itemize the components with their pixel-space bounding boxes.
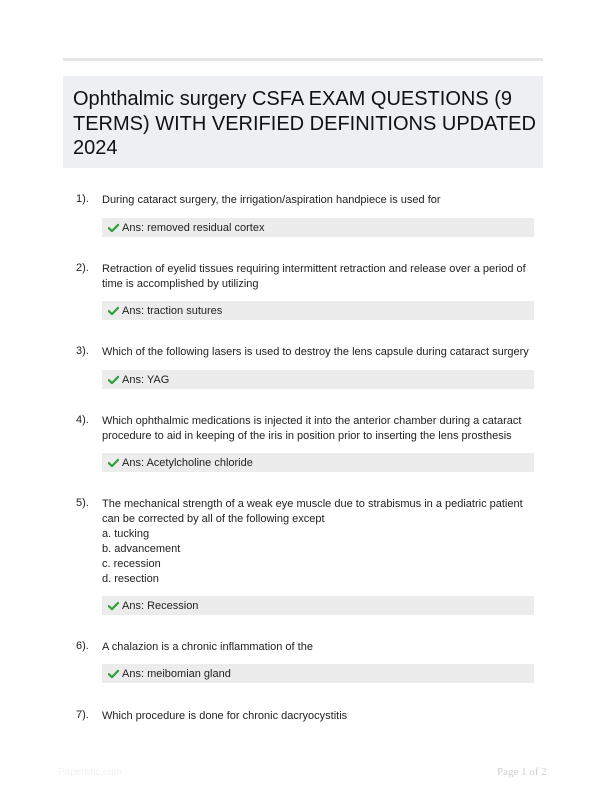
question-number: 3). [76,345,89,357]
question-text: Retraction of eyelid tissues requiring intermittent retraction and release over a period of time is accomplished by utilizing [102,263,526,290]
answer-box [102,596,534,615]
question-number: 7). [76,709,89,721]
question-block [102,497,542,587]
question-text: A chalazion is a chronic inflammation of the [102,641,313,653]
check-icon [108,601,119,611]
option-item: d. resection [102,573,159,585]
check-icon [108,458,119,468]
question-text: The mechanical strength of a weak eye muscle due to strabismus in a pediatric patient can be corrected by all of the following except [102,498,523,525]
option-item: a. tucking [102,528,150,540]
question-text: Which procedure is done for chronic dacryocystitis [102,710,348,722]
question-number: 6). [76,640,89,652]
answer-box [102,664,534,683]
check-icon [108,375,119,385]
answer-box [102,301,534,320]
check-icon [108,306,119,316]
option-item: b. advancement [102,543,181,555]
document-title: Ophthalmic surgery CSFA EXAM QUESTIONS (9 TERMS) WITH VERIFIED DEFINITIONS UPDATED 2024 [73,88,536,159]
question-text: Which ophthalmic medications is injected it into the anterior chamber during a cataract procedure to aid in keeping of the iris in position prior to inserting the lens prosthesis [102,415,522,442]
question-text: During cataract surgery, the irrigation/aspiration handpiece is used for [102,194,441,206]
question-number: 1). [76,193,89,205]
answer-text: Ans: removed residual cortex [122,221,265,234]
question-number: 4). [76,414,89,426]
answer-box [102,218,534,237]
answer-box [102,370,534,389]
top-divider [63,58,543,61]
answer-box [102,453,534,472]
question-number: 2). [76,262,89,274]
check-icon [108,669,119,679]
answer-text: Ans: traction sutures [122,304,223,317]
option-item: c. recession [102,558,161,570]
answer-text: Ans: Acetylcholine chloride [122,456,253,469]
answer-text: Ans: YAG [122,373,170,386]
question-number: 5). [76,497,89,509]
check-icon [108,223,119,233]
footer-watermark: Paperbtic.com [58,767,122,778]
page-number: Page 1 of 2 [497,766,547,778]
answer-text: Ans: meibomian gland [122,667,231,680]
question-text: Which of the following lasers is used to destroy the lens capsule during cataract surgery [102,346,529,358]
answer-text: Ans: Recession [122,599,199,612]
